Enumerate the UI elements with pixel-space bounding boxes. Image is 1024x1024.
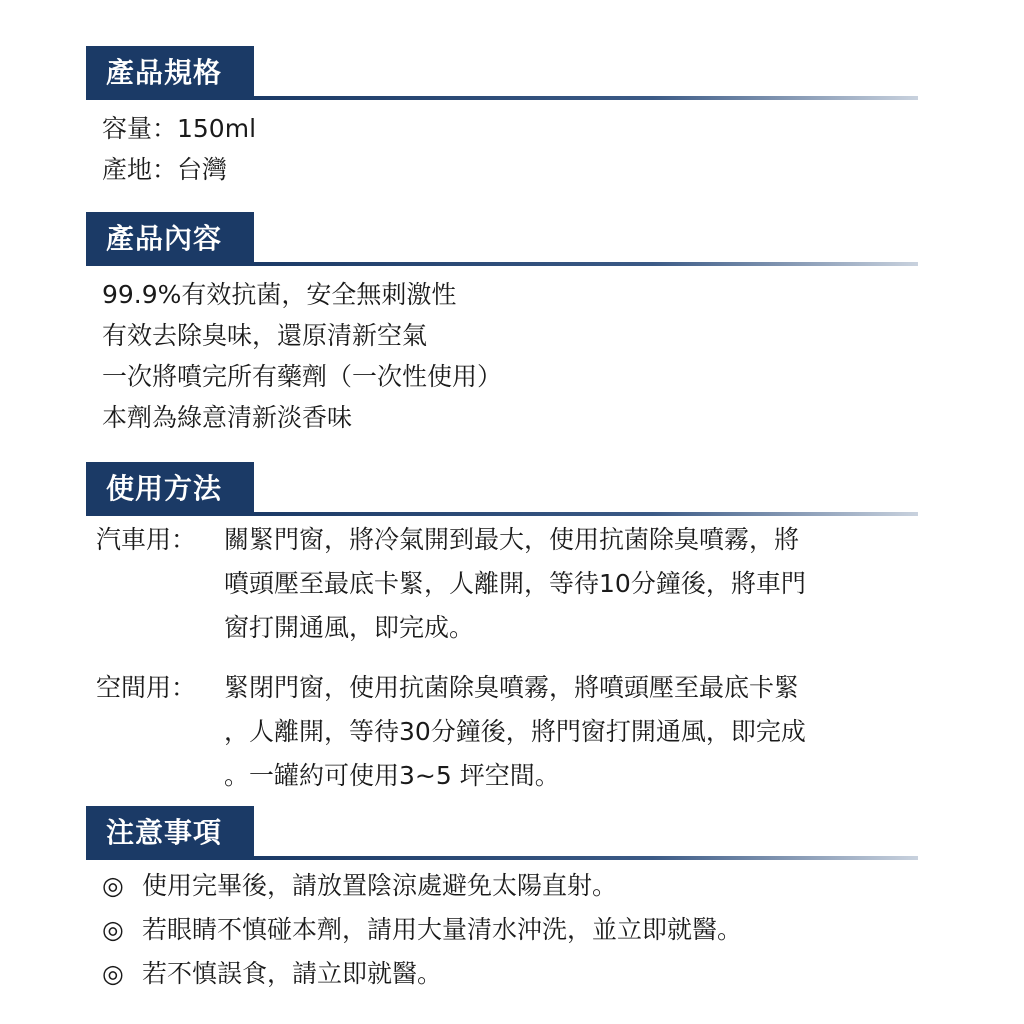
section-notes (86, 806, 918, 996)
bullet-mark-icon: ◎ (102, 871, 124, 900)
content-line: 99.9%有效抗菌，安全無刺激性 (102, 280, 457, 309)
usage-space (96, 666, 918, 798)
section-title-usage: 使用方法 (86, 462, 254, 516)
spec-body (86, 100, 918, 190)
content-line: 一次將噴完所有藥劑（一次性使用） (102, 362, 503, 391)
note-item (102, 952, 918, 996)
usage-space-line: 緊閉門窗，使用抗菌除臭噴霧，將噴頭壓至最底卡緊 (224, 673, 800, 702)
usage-space-line: 。一罐約可使用3~5 坪空間。 (224, 761, 560, 790)
spec-capacity: 容量：150ml (102, 114, 257, 143)
usage-car-line: 窗打開通風，即完成。 (224, 613, 475, 642)
content-line: 本劑為綠意清新淡香味 (102, 403, 353, 432)
bullet-mark-icon: ◎ (102, 915, 124, 944)
section-header (86, 806, 918, 860)
section-divider (254, 512, 918, 516)
section-divider (254, 96, 918, 100)
section-divider (254, 262, 918, 266)
section-title-spec: 產品規格 (86, 46, 254, 100)
section-divider (254, 856, 918, 860)
usage-car (96, 518, 918, 650)
usage-car-line: 關緊門窗，將冷氣開到最大，使用抗菌除臭噴霧，將 (224, 525, 800, 554)
notes-body (86, 860, 918, 996)
content-body (86, 266, 918, 438)
section-header (86, 212, 918, 266)
usage-body (86, 518, 918, 798)
note-item (102, 864, 918, 908)
bullet-mark-icon: ◎ (102, 959, 124, 988)
note-text: 若眼睛不慎碰本劑，請用大量清水沖洗，並立即就醫。 (142, 915, 743, 944)
usage-car-label: 汽車用： (96, 525, 197, 554)
section-title-content: 產品內容 (86, 212, 254, 266)
section-title-notes: 注意事項 (86, 806, 254, 860)
section-header (86, 462, 918, 516)
spec-origin: 產地：台灣 (102, 155, 228, 184)
usage-car-line: 噴頭壓至最底卡緊，人離開，等待10分鐘後，將車門 (224, 569, 806, 598)
section-header (86, 46, 918, 100)
section-content (86, 212, 918, 438)
note-text: 使用完畢後，請放置陰涼處避免太陽直射。 (142, 871, 618, 900)
note-text: 若不慎誤食，請立即就醫。 (142, 959, 443, 988)
usage-space-line: ，人離開，等待30分鐘後，將門窗打開通風，即完成 (224, 717, 806, 746)
section-spec (86, 46, 918, 190)
usage-space-label: 空間用： (96, 673, 197, 702)
section-usage (86, 462, 918, 798)
content-line: 有效去除臭味，還原清新空氣 (102, 321, 428, 350)
note-item (102, 908, 918, 952)
